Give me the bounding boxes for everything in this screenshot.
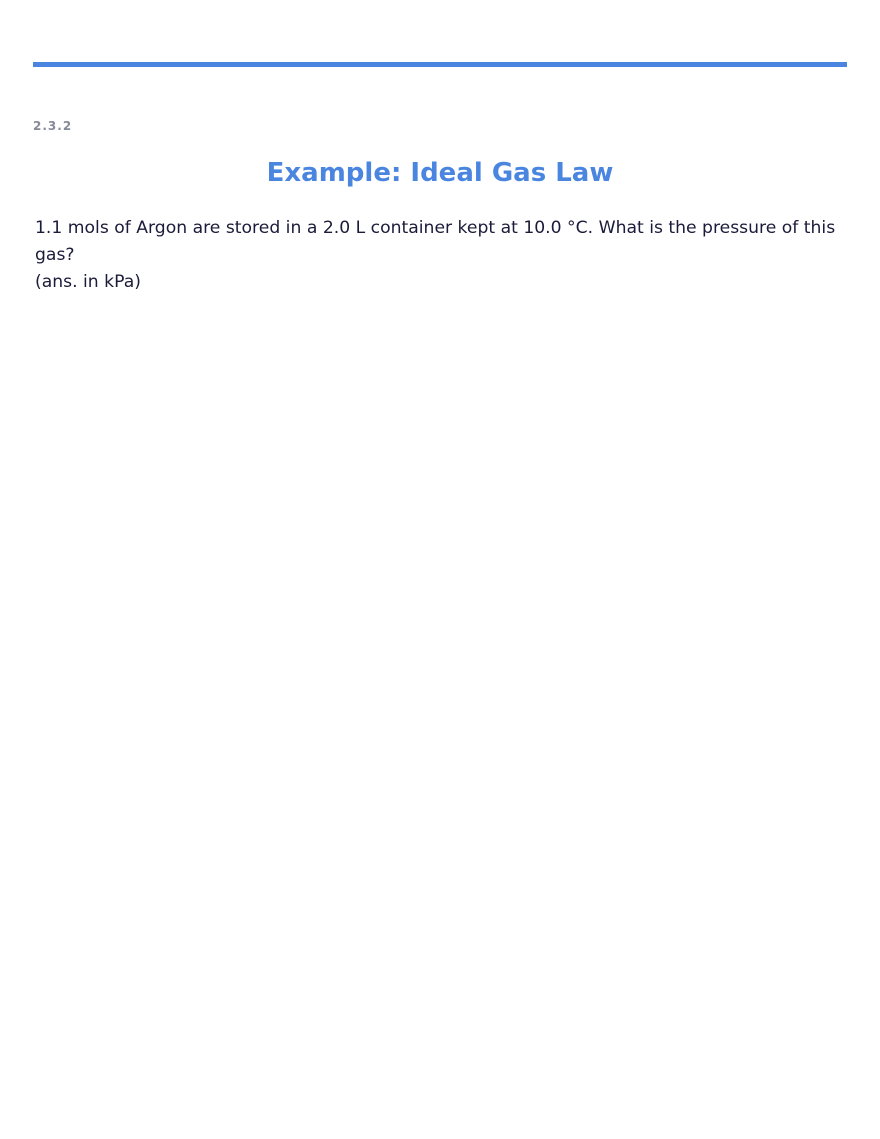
question-text <box>35 215 847 296</box>
page-title: Example: Ideal Gas Law <box>266 158 614 188</box>
section-number: 2.3.2 <box>33 119 73 133</box>
question-line-2: (ans. in kPa) <box>35 272 141 292</box>
header-rule <box>33 62 847 67</box>
question-line-1: 1.1 mols of Argon are stored in a 2.0 L container kept at 10.0 °C. What is the pressure of this gas? <box>35 218 836 265</box>
